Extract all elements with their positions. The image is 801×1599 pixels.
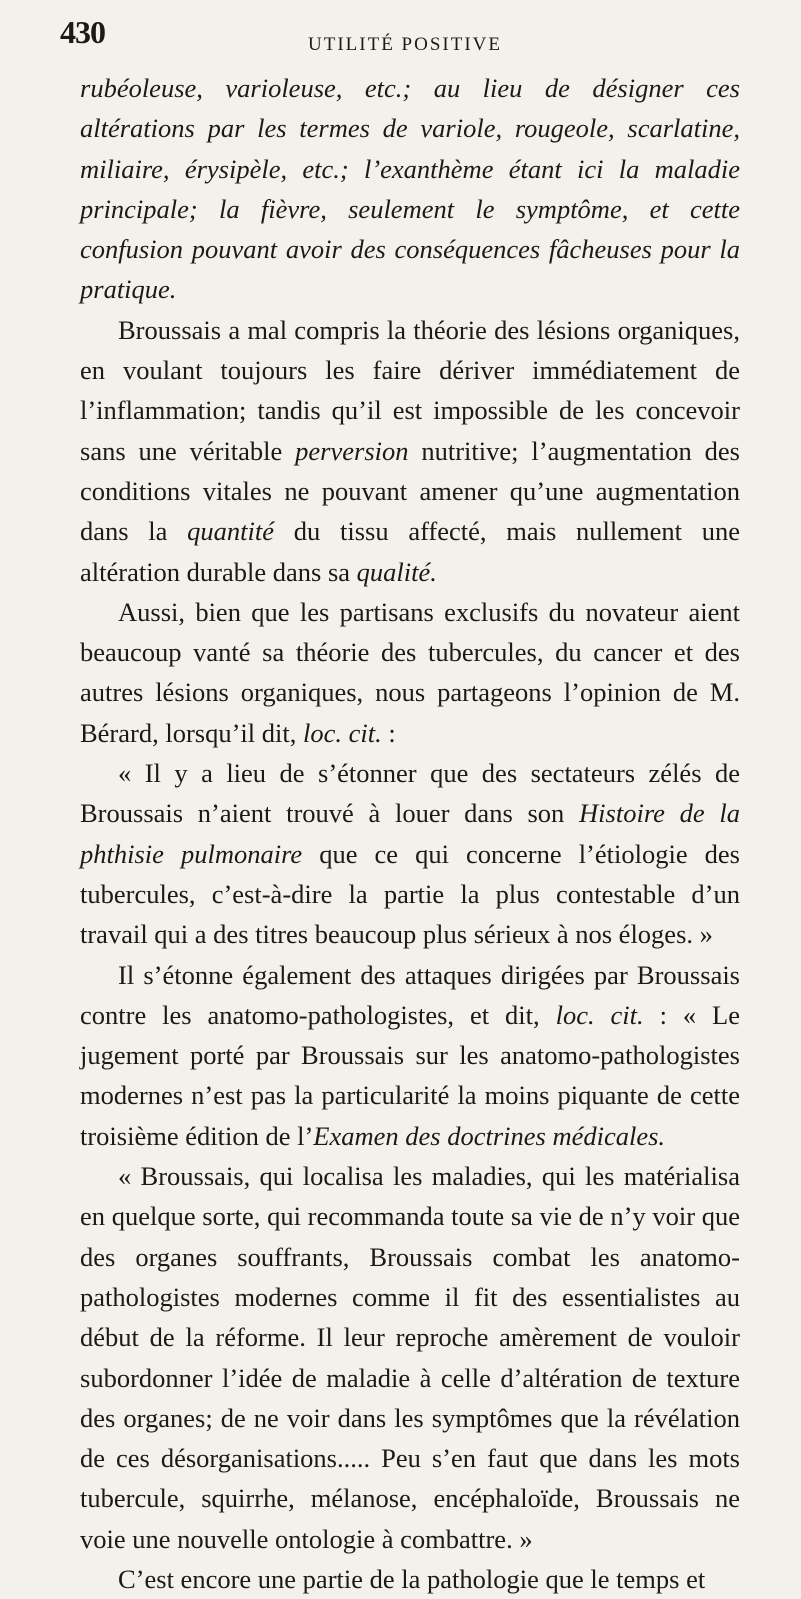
text-run: Aussi, bien que les partisans exclusifs du novateur aient beaucoup vanté sa théorie des tubercules, du cancer et des autres lésions organiques, nous partageons l’opinion de M. Bérard, lorsqu’il dit, <box>80 596 740 748</box>
text-run: : <box>381 717 396 748</box>
page-number: 430 <box>60 14 105 50</box>
paragraph <box>80 1156 740 1559</box>
text-run: que ce qui concerne l’étiologie des tubercules, c’est-à-dire la partie la plus contestable d’un travail qui a des titres beaucoup plus sérieux à nos éloges. » <box>80 838 740 950</box>
italic-run: loc. cit. <box>303 717 382 748</box>
text-run: : « Le jugement porté par Broussais sur les anatomo-pathologistes modernes n’est pas la particularité la moins piquante de cette troisième édition de l’ <box>80 999 740 1151</box>
page-header <box>60 14 750 54</box>
text-run: « Broussais, qui localisa les maladies, qui les matérialisa en quelque sorte, qui recommanda toute sa vie de n’y voir que des organes souffrants, Broussais combat les anatomo-pathologistes modernes comme il fit des essentialistes au début de la réforme. Il leur reproche amèrement de vouloir subordonner l’idée de maladie à celle d’altération de texture des organes; de ne voir dans les symptômes que la révélation de ces désorganisations..... Peu s’en faut que dans les mots tubercule, squirrhe, mélanose, encéphaloïde, Broussais ne voie une nouvelle ontologie à combattre. » <box>80 1161 740 1554</box>
text-run: C’est encore une partie de la pathologie que le temps et <box>118 1563 706 1594</box>
running-head: UTILITÉ POSITIVE <box>308 34 502 55</box>
italic-run: qualité. <box>356 556 437 587</box>
text-run: Il s’étonne également des attaques dirigées par Broussais contre les anatomo-pathologistes, et dit, <box>80 959 740 1030</box>
paragraph <box>80 753 740 954</box>
italic-run: Histoire de la phthisie pulmonaire <box>80 798 740 869</box>
text-run: Broussais a mal compris la théorie des lésions organiques, en voulant toujours les faire dériver immédiatement de l’inflammation; tandis qu’il est impossible de les concevoir sans une véritable <box>80 314 740 466</box>
body-text <box>80 68 740 1599</box>
italic-run: Examen des doctrines médicales. <box>313 1120 666 1151</box>
paragraph <box>80 955 740 1156</box>
text-run: nutritive; l’augmentation des conditions vitales ne pouvant amener qu’une augmentation dans la <box>80 435 740 547</box>
italic-run: quantité <box>187 516 275 547</box>
paragraph <box>80 1559 740 1599</box>
text-run: du tissu affecté, mais nullement une altération durable dans sa <box>80 516 741 587</box>
text-run: « Il y a lieu de s’étonner que des sectateurs zélés de Broussais n’aient trouvé à louer dans son <box>80 758 740 829</box>
italic-run: rubéoleuse, varioleuse, etc.; au lieu de désigner ces altérations par les termes de variole, rougeole, scarlatine, miliaire, érysipèle, etc.; l’exanthème étant ici la maladie principale; la fièvre, seulement le symptôme, et cette confusion pouvant avoir des conséquences fâcheuses pour la pratique. <box>80 73 740 305</box>
paragraph <box>80 68 740 310</box>
paragraph <box>80 310 740 592</box>
italic-run: loc. cit. <box>555 999 644 1030</box>
italic-run: perversion <box>295 435 409 466</box>
paragraph <box>80 592 740 753</box>
